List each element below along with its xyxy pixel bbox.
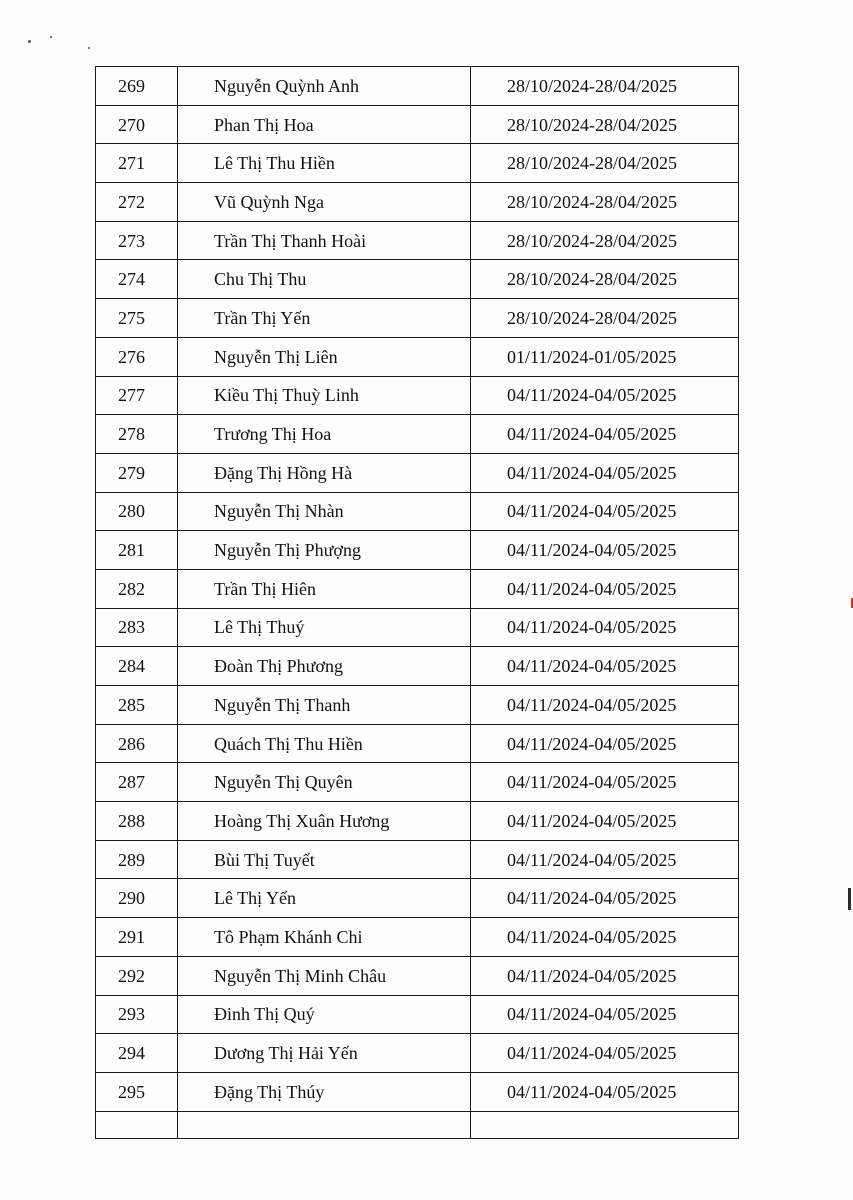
row-number: 278 bbox=[96, 415, 178, 454]
row-number: 275 bbox=[96, 299, 178, 338]
roster-body bbox=[96, 67, 739, 1139]
employee-name: Trần Thị Thanh Hoài bbox=[178, 221, 471, 260]
scan-speck bbox=[28, 40, 31, 43]
row-number: 279 bbox=[96, 453, 178, 492]
employee-name: Quách Thị Thu Hiền bbox=[178, 724, 471, 763]
row-number: 271 bbox=[96, 144, 178, 183]
employee-name: Kiều Thị Thuỳ Linh bbox=[178, 376, 471, 415]
table-row bbox=[96, 956, 739, 995]
table-row bbox=[96, 337, 739, 376]
date-range: 04/11/2024-04/05/2025 bbox=[471, 956, 739, 995]
employee-name: Phan Thị Hoa bbox=[178, 105, 471, 144]
employee-name: Bùi Thị Tuyết bbox=[178, 840, 471, 879]
row-number: 281 bbox=[96, 531, 178, 570]
row-number: 289 bbox=[96, 840, 178, 879]
table-row bbox=[96, 686, 739, 725]
empty-cell bbox=[96, 1111, 178, 1138]
employee-name: Nguyễn Thị Quyên bbox=[178, 763, 471, 802]
table-row bbox=[96, 763, 739, 802]
table-row bbox=[96, 840, 739, 879]
row-number: 274 bbox=[96, 260, 178, 299]
row-number: 277 bbox=[96, 376, 178, 415]
table-row bbox=[96, 995, 739, 1034]
date-range: 04/11/2024-04/05/2025 bbox=[471, 840, 739, 879]
employee-name: Tô Phạm Khánh Chi bbox=[178, 918, 471, 957]
row-number: 283 bbox=[96, 608, 178, 647]
date-range: 04/11/2024-04/05/2025 bbox=[471, 415, 739, 454]
table-row-empty bbox=[96, 1111, 739, 1138]
employee-name: Trương Thị Hoa bbox=[178, 415, 471, 454]
row-number: 295 bbox=[96, 1072, 178, 1111]
scan-edge-mark bbox=[848, 888, 851, 910]
empty-cell bbox=[178, 1111, 471, 1138]
row-number: 269 bbox=[96, 67, 178, 106]
table-row bbox=[96, 608, 739, 647]
date-range: 04/11/2024-04/05/2025 bbox=[471, 531, 739, 570]
employee-name: Nguyễn Thị Thanh bbox=[178, 686, 471, 725]
row-number: 285 bbox=[96, 686, 178, 725]
employee-name: Trần Thị Yến bbox=[178, 299, 471, 338]
row-number: 291 bbox=[96, 918, 178, 957]
employee-name: Đặng Thị Hồng Hà bbox=[178, 453, 471, 492]
row-number: 270 bbox=[96, 105, 178, 144]
table-row bbox=[96, 1072, 739, 1111]
employee-name: Dương Thị Hải Yến bbox=[178, 1034, 471, 1073]
table-row bbox=[96, 144, 739, 183]
employee-name: Đinh Thị Quý bbox=[178, 995, 471, 1034]
table-row bbox=[96, 376, 739, 415]
employee-name: Lê Thị Thu Hiền bbox=[178, 144, 471, 183]
date-range: 28/10/2024-28/04/2025 bbox=[471, 183, 739, 222]
row-number: 288 bbox=[96, 802, 178, 841]
table-row bbox=[96, 221, 739, 260]
table-row bbox=[96, 453, 739, 492]
date-range: 04/11/2024-04/05/2025 bbox=[471, 1034, 739, 1073]
table-row bbox=[96, 299, 739, 338]
table-row bbox=[96, 260, 739, 299]
date-range: 04/11/2024-04/05/2025 bbox=[471, 918, 739, 957]
table-row bbox=[96, 569, 739, 608]
empty-cell bbox=[471, 1111, 739, 1138]
date-range: 28/10/2024-28/04/2025 bbox=[471, 299, 739, 338]
table-row bbox=[96, 492, 739, 531]
scan-speck bbox=[88, 47, 90, 49]
row-number: 286 bbox=[96, 724, 178, 763]
table-row bbox=[96, 918, 739, 957]
date-range: 04/11/2024-04/05/2025 bbox=[471, 686, 739, 725]
row-number: 280 bbox=[96, 492, 178, 531]
employee-name: Chu Thị Thu bbox=[178, 260, 471, 299]
table-row bbox=[96, 647, 739, 686]
employee-name: Hoàng Thị Xuân Hương bbox=[178, 802, 471, 841]
table-row bbox=[96, 105, 739, 144]
employee-name: Nguyễn Thị Nhàn bbox=[178, 492, 471, 531]
row-number: 273 bbox=[96, 221, 178, 260]
table-row bbox=[96, 802, 739, 841]
date-range: 04/11/2024-04/05/2025 bbox=[471, 569, 739, 608]
row-number: 284 bbox=[96, 647, 178, 686]
row-number: 293 bbox=[96, 995, 178, 1034]
employee-name: Nguyễn Thị Minh Châu bbox=[178, 956, 471, 995]
date-range: 28/10/2024-28/04/2025 bbox=[471, 144, 739, 183]
date-range: 28/10/2024-28/04/2025 bbox=[471, 260, 739, 299]
table-row bbox=[96, 67, 739, 106]
date-range: 04/11/2024-04/05/2025 bbox=[471, 647, 739, 686]
employee-name: Nguyễn Thị Liên bbox=[178, 337, 471, 376]
date-range: 28/10/2024-28/04/2025 bbox=[471, 105, 739, 144]
table-row bbox=[96, 879, 739, 918]
employee-name: Lê Thị Yến bbox=[178, 879, 471, 918]
row-number: 272 bbox=[96, 183, 178, 222]
date-range: 04/11/2024-04/05/2025 bbox=[471, 724, 739, 763]
employee-name: Đoàn Thị Phương bbox=[178, 647, 471, 686]
date-range: 01/11/2024-01/05/2025 bbox=[471, 337, 739, 376]
date-range: 04/11/2024-04/05/2025 bbox=[471, 879, 739, 918]
employee-name: Vũ Quỳnh Nga bbox=[178, 183, 471, 222]
date-range: 04/11/2024-04/05/2025 bbox=[471, 802, 739, 841]
date-range: 04/11/2024-04/05/2025 bbox=[471, 376, 739, 415]
employee-name: Nguyễn Thị Phượng bbox=[178, 531, 471, 570]
date-range: 28/10/2024-28/04/2025 bbox=[471, 67, 739, 106]
date-range: 04/11/2024-04/05/2025 bbox=[471, 1072, 739, 1111]
date-range: 04/11/2024-04/05/2025 bbox=[471, 453, 739, 492]
date-range: 04/11/2024-04/05/2025 bbox=[471, 995, 739, 1034]
row-number: 282 bbox=[96, 569, 178, 608]
row-number: 292 bbox=[96, 956, 178, 995]
row-number: 287 bbox=[96, 763, 178, 802]
table-row bbox=[96, 1034, 739, 1073]
row-number: 294 bbox=[96, 1034, 178, 1073]
table-row bbox=[96, 415, 739, 454]
date-range: 04/11/2024-04/05/2025 bbox=[471, 608, 739, 647]
table-row bbox=[96, 531, 739, 570]
employee-name: Nguyễn Quỳnh Anh bbox=[178, 67, 471, 106]
date-range: 28/10/2024-28/04/2025 bbox=[471, 221, 739, 260]
table-row bbox=[96, 724, 739, 763]
employee-name: Đặng Thị Thúy bbox=[178, 1072, 471, 1111]
employee-name: Lê Thị Thuý bbox=[178, 608, 471, 647]
table-row bbox=[96, 183, 739, 222]
scan-speck bbox=[50, 36, 52, 38]
roster-table bbox=[95, 66, 739, 1139]
date-range: 04/11/2024-04/05/2025 bbox=[471, 763, 739, 802]
employee-name: Trần Thị Hiên bbox=[178, 569, 471, 608]
row-number: 276 bbox=[96, 337, 178, 376]
row-number: 290 bbox=[96, 879, 178, 918]
date-range: 04/11/2024-04/05/2025 bbox=[471, 492, 739, 531]
